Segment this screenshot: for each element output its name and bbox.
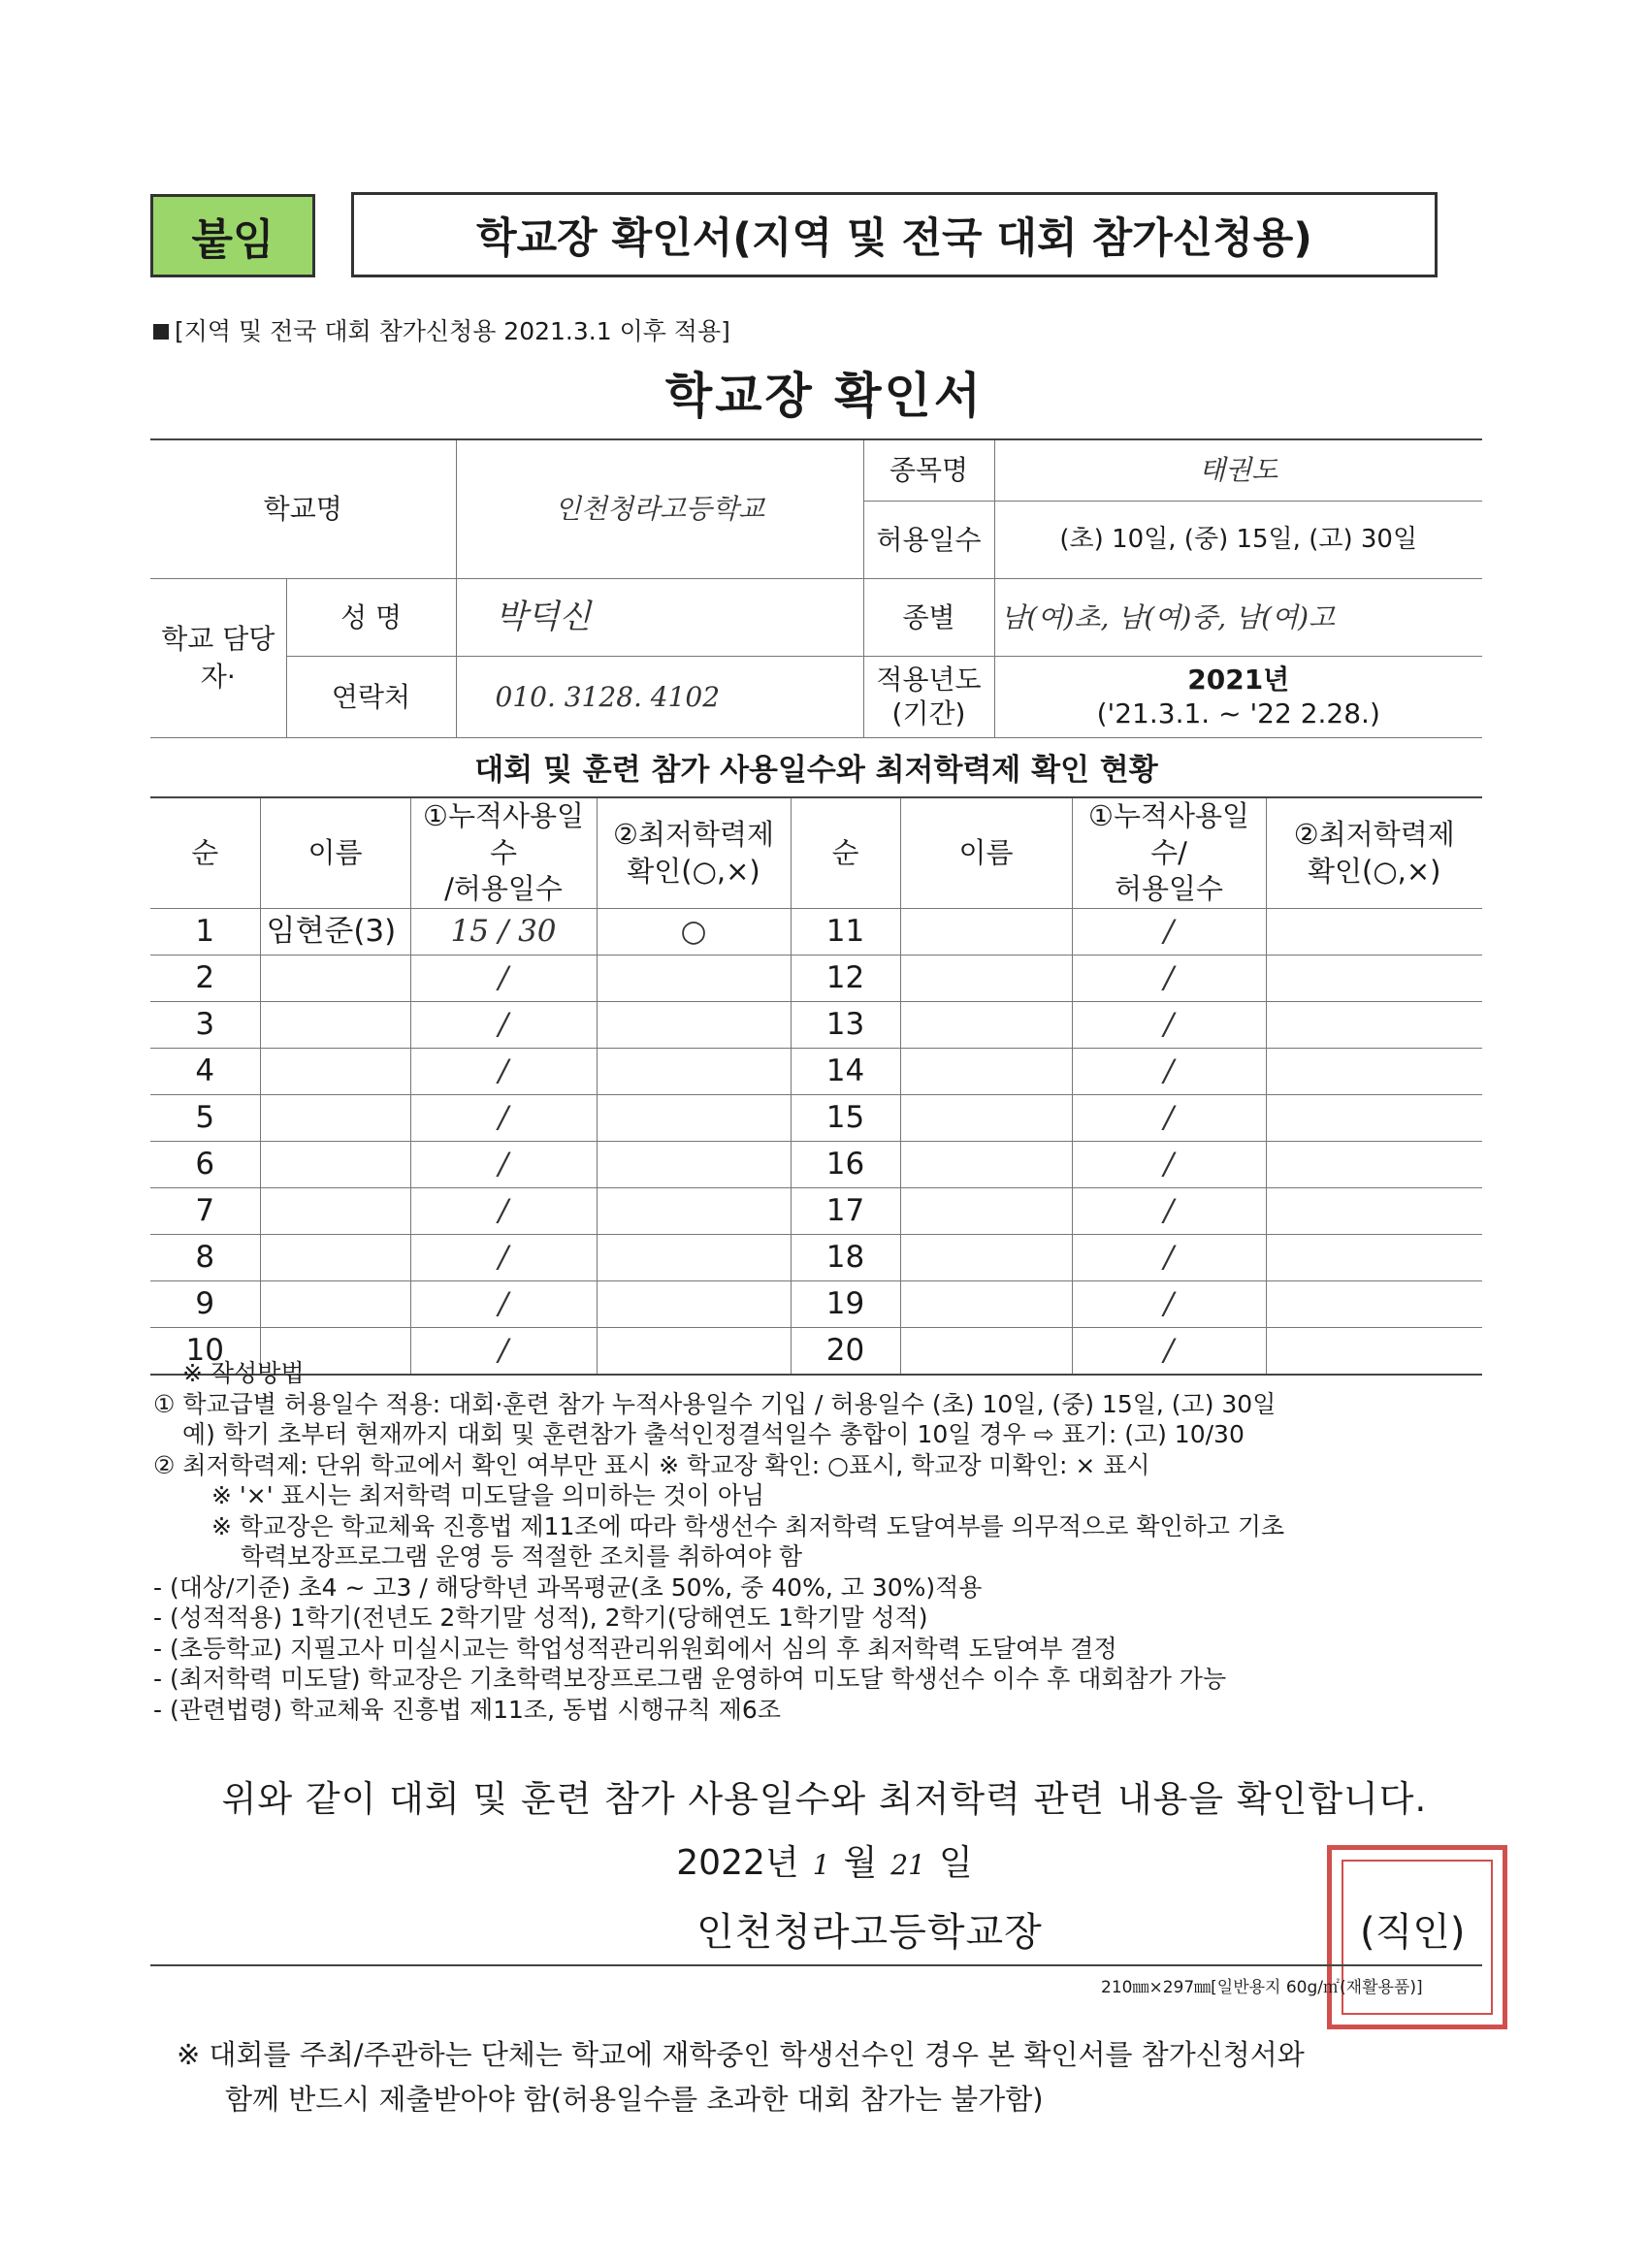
row-check-right [1266,1095,1482,1142]
row-days-right: / [1072,1235,1266,1281]
row-check [597,1281,791,1328]
row-days-right: / [1072,1142,1266,1188]
header-no-right: 순 [791,797,900,909]
name-label: 성 명 [286,578,456,656]
confirmation-statement: 위와 같이 대회 및 훈련 참가 사용일수와 최저학력 관련 내용을 확인합니다. [221,1778,1428,1820]
allowed-days-label: 허용일수 [863,501,994,578]
row-name [260,1188,410,1235]
method-line: ② 최저학력제: 단위 학교에서 확인 여부만 표시 ※ 학교장 확인: ○표시, 학교장 미확인: × 표시 [153,1450,1150,1479]
header-days-right-line1: ①누적사용일수/ [1087,799,1250,869]
row-name [260,1095,410,1142]
writing-method [153,1358,1511,1725]
row-no: 7 [150,1188,260,1235]
allowed-days-value: (초) 10일, (중) 15일, (고) 30일 [994,501,1482,578]
row-no-right: 19 [791,1281,900,1328]
participation-table [150,796,1482,1376]
row-no-right: 15 [791,1095,900,1142]
contact-label: 연락처 [286,656,456,737]
row-check [597,956,791,1002]
table-row [150,1002,1482,1049]
row-days-right: / [1072,1095,1266,1142]
row-name-right [900,1235,1072,1281]
row-no: 6 [150,1142,260,1188]
apply-period: ('21.3.1. ~ '22 2.28.) [1096,697,1380,729]
row-name-right [900,956,1072,1002]
divider [150,1964,1482,1966]
header-days-right [1072,797,1266,909]
row-days: / [410,1142,597,1188]
row-check-right [1266,1049,1482,1095]
table-row [150,1142,1482,1188]
row-name: 임현준(3) [260,909,410,956]
principal-name: 인천청라고등학교장 [696,1910,1043,1955]
row-name-right [900,1095,1072,1142]
seal-label: (직인) [1360,1910,1466,1955]
row-days: / [410,1002,597,1049]
header-days-right-line2: 허용일수 [1114,872,1224,906]
row-no: 2 [150,956,260,1002]
row-no-right: 12 [791,956,900,1002]
contact-value: 010. 3128. 4102 [456,656,863,737]
row-no-right: 16 [791,1142,900,1188]
method-line: ※ '×' 표시는 최저학력 미도달을 의미하는 것이 아님 [211,1481,765,1509]
school-value: 인천청라고등학교 [456,439,863,578]
notice-text: [지역 및 전국 대회 참가신청용 2021.3.1 이후 적용] [175,317,730,345]
row-days-right: / [1072,1281,1266,1328]
row-no-right: 11 [791,909,900,956]
row-name [260,1281,410,1328]
row-no-right: 13 [791,1002,900,1049]
method-line: - (대상/기준) 초4 ~ 고3 / 해당학년 과목평균(초 50%, 중 40%, 고 30%)적용 [153,1572,983,1602]
row-no: 3 [150,1002,260,1049]
method-title: ※ 작성방법 [182,1359,305,1387]
row-no: 4 [150,1049,260,1095]
header-days-line2: /허용일수 [444,872,563,906]
method-line: 학력보장프로그램 운영 등 적절한 조치를 취하여야 함 [241,1542,802,1571]
table-row [150,909,1482,956]
header-days [410,797,597,909]
apply-year-label-line1: 적용년도 [876,664,982,696]
table-row [150,1188,1482,1235]
row-days-right: / [1072,1188,1266,1235]
footnote-line-2: 함께 반드시 제출받아야 함(허용일수를 초과한 대회 참가는 불가함) [225,2083,1044,2116]
row-check-right [1266,1235,1482,1281]
header-min-right-line1: ②최저학력제 [1293,817,1455,851]
row-check-right [1266,909,1482,956]
row-check [597,1188,791,1235]
date-day: 21 [890,1849,925,1881]
row-check [597,1095,791,1142]
method-line: 예) 학기 초부터 현재까지 대회 및 훈련참가 출석인정결석일수 총합이 10일 경우 ⇨ 표기: (고) 10/30 [182,1420,1245,1448]
attachment-tag: 붙임 [150,194,315,277]
footnote [177,2032,1305,2122]
row-days: / [410,1095,597,1142]
date-month: 1 [812,1849,830,1881]
row-name-right [900,1281,1072,1328]
table-row [150,1281,1482,1328]
table-row [150,1095,1482,1142]
row-days: / [410,1188,597,1235]
row-days: / [410,1328,597,1376]
header-min-line1: ②최저학력제 [612,817,775,851]
event-value: 태권도 [994,439,1482,501]
manager-label: 학교 담당자· [150,578,286,737]
row-check [597,1049,791,1095]
row-name-right [900,1002,1072,1049]
method-line: - (성적적용) 1학기(전년도 2학기말 성적), 2학기(당해연도 1학기말 성적) [153,1604,928,1632]
section-title: 대회 및 훈련 참가 사용일수와 최저학력제 확인 현황 [150,737,1482,794]
row-no: 9 [150,1281,260,1328]
row-name [260,956,410,1002]
row-name [260,1049,410,1095]
row-check-right [1266,1142,1482,1188]
method-line: ※ 학교장은 학교체육 진흥법 제11조에 따라 학생선수 최저학력 도달여부를 의무적으로 확인하고 기초 [211,1511,1285,1540]
page-title: 학교장 확인서 [664,368,985,424]
row-days: 15 / 30 [410,909,597,956]
row-no-right: 17 [791,1188,900,1235]
row-days: / [410,1049,597,1095]
method-line: - (초등학교) 지필고사 미실시교는 학업성적관리위원회에서 심의 후 최저학력 도달여부 결정 [153,1634,1117,1663]
notice-line [153,312,730,347]
row-name [260,1235,410,1281]
row-days-right: / [1072,1049,1266,1095]
row-no-right: 14 [791,1049,900,1095]
row-name-right [900,1049,1072,1095]
date-year: 2022년 [676,1843,799,1883]
method-line: - (관련법령) 학교체육 진흥법 제11조, 동법 시행규칙 제6조 [153,1695,781,1724]
row-check-right [1266,1188,1482,1235]
row-check-right [1266,956,1482,1002]
square-bullet-icon [153,324,169,340]
header-min-right-line2: 확인(○,×) [1308,854,1441,888]
row-name [260,1002,410,1049]
row-check [597,1142,791,1188]
row-days-right: / [1072,1002,1266,1049]
row-name-right [900,909,1072,956]
row-days: / [410,1281,597,1328]
row-check [597,1235,791,1281]
header-name: 이름 [260,797,410,909]
row-no: 8 [150,1235,260,1281]
row-check [597,1002,791,1049]
info-table [150,438,1482,738]
row-days-right: / [1072,1328,1266,1376]
method-line: ① 학교급별 허용일수 적용: 대회·훈련 참가 누적사용일수 기입 / 허용일수 (초) 10일, (중) 15일, (고) 30일 [153,1389,1277,1418]
table-row [150,1049,1482,1095]
apply-year-label [863,656,994,737]
event-label: 종목명 [863,439,994,501]
header-no: 순 [150,797,260,909]
header-min-academic [597,797,791,909]
document-header: 학교장 확인서(지역 및 전국 대회 참가신청용) [351,192,1438,277]
gender-value: 남(여)초, 남(여)중, 남(여)고 [994,578,1482,656]
row-name [260,1142,410,1188]
header-min-academic-right [1266,797,1482,909]
manager-name-value: 박덕신 [456,578,863,656]
row-no: 1 [150,909,260,956]
date-month-label: 월 [843,1843,878,1883]
header-days-line1: ①누적사용일수 [422,799,585,869]
apply-year-label-line2: (기간) [891,697,966,729]
row-days: / [410,1235,597,1281]
apply-year-value [994,656,1482,737]
table-row [150,1235,1482,1281]
footnote-line-1: ※ 대회를 주최/주관하는 단체는 학교에 재학중인 학생선수인 경우 본 확인서를 참가신청서와 [177,2038,1305,2071]
school-label: 학교명 [150,439,456,578]
row-no: 10 [150,1328,260,1376]
row-name-right [900,1142,1072,1188]
header-name-right: 이름 [900,797,1072,909]
paper-spec: 210㎜×297㎜[일반용지 60g/㎡(재활용품)] [1101,1978,1423,1997]
row-no-right: 18 [791,1235,900,1281]
header-min-line2: 확인(○,×) [627,854,760,888]
row-check-right [1266,1002,1482,1049]
row-no-right: 20 [791,1328,900,1376]
method-line: - (최저학력 미도달) 학교장은 기초학력보장프로그램 운영하여 미도달 학생선수 이수 후 대회참가 가능 [153,1665,1227,1693]
row-days: / [410,956,597,1002]
row-days-right: / [1072,909,1266,956]
table-row [150,956,1482,1002]
row-days-right: / [1072,956,1266,1002]
row-name-right [900,1188,1072,1235]
row-no: 5 [150,1095,260,1142]
date-day-label: 일 [938,1843,973,1883]
row-check-right [1266,1281,1482,1328]
row-check: ○ [597,909,791,956]
apply-year: 2021년 [1187,664,1290,696]
gender-label: 종별 [863,578,994,656]
